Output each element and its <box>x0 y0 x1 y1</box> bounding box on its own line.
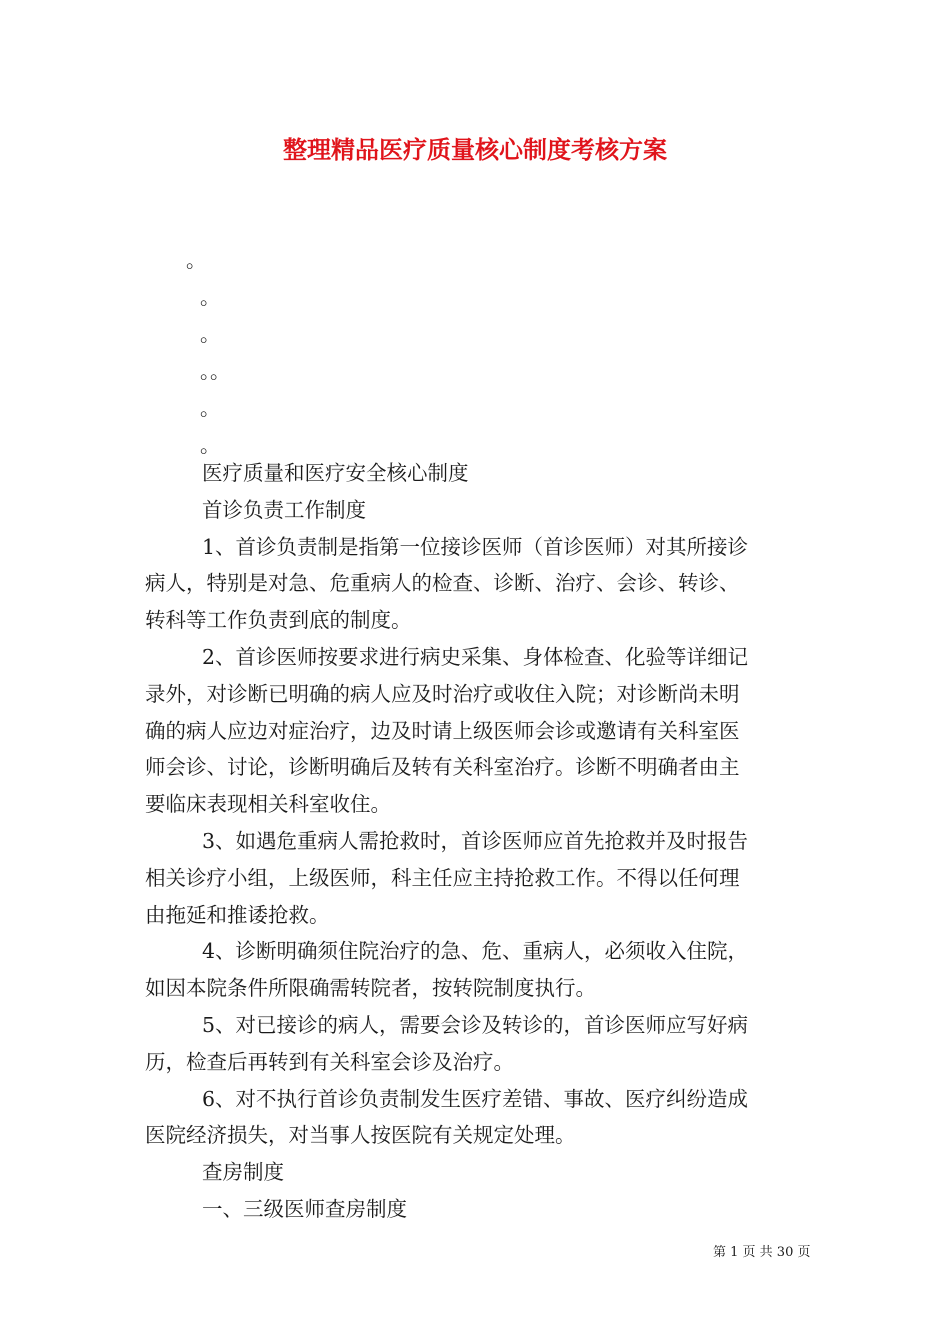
paragraph-line: 2、首诊医师按要求进行病史采集、身体检查、化验等详细记 <box>202 644 749 669</box>
paragraph-line: 相关诊疗小组，上级医师，科主任应主持抢救工作。不得以任何理 <box>145 865 740 890</box>
paragraph-line: 4、诊断明确须住院治疗的急、危、重病人，必须收入住院， <box>202 939 749 964</box>
paragraph-line: 病人，特别是对急、危重病人的检查、诊断、治疗、会诊、转诊、 <box>145 571 740 596</box>
paragraph-line: 如因本院条件所限确需转院者，按转院制度执行。 <box>145 976 596 1001</box>
document-title: 整理精品医疗质量核心制度考核方案 <box>283 135 667 164</box>
paragraph-line: 1、首诊负责制是指第一位接诊医师（首诊医师）对其所接诊 <box>202 534 749 559</box>
paragraph-line: 6、对不执行首诊负责制发生医疗差错、事故、医疗纠纷造成 <box>202 1086 749 1111</box>
paragraph-line: 历，检查后再转到有关科室会诊及治疗。 <box>145 1049 514 1074</box>
section-heading: 一、三级医师查房制度 <box>202 1196 407 1221</box>
paragraph-line: 录外，对诊断已明确的病人应及时治疗或收住入院；对诊断尚未明 <box>145 681 740 706</box>
paragraph-line: 5、对已接诊的病人，需要会诊及转诊的，首诊医师应写好病 <box>202 1012 749 1037</box>
section-heading: 查房制度 <box>202 1160 284 1185</box>
paragraph-line: 医院经济损失，对当事人按医院有关规定处理。 <box>145 1123 576 1148</box>
paragraph-line: 师会诊、讨论，诊断明确后及转有关科室治疗。诊断不明确者由主 <box>145 755 740 780</box>
paragraph-line: 确的病人应边对症治疗，边及时请上级医师会诊或邀请有关科室医 <box>145 718 740 743</box>
dot-mark: 。 <box>200 396 220 420</box>
paragraph-line: 要临床表现相关科室收住。 <box>145 792 391 817</box>
document-body <box>145 455 810 1228</box>
dot-mark: 。 <box>200 433 220 457</box>
dot-mark: 。 <box>200 285 220 309</box>
section-heading: 首诊负责工作制度 <box>202 497 366 522</box>
dot-mark: 。 <box>186 248 206 272</box>
page-number: 第 1 页 共 30 页 <box>713 1245 811 1260</box>
paragraph-line: 转科等工作负责到底的制度。 <box>145 608 412 633</box>
paragraph-line: 3、如遇危重病人需抢救时，首诊医师应首先抢救并及时报告 <box>202 828 749 853</box>
dot-mark: 。 <box>200 322 220 346</box>
dot-mark: 。。 <box>200 359 230 383</box>
section-heading: 医疗质量和医疗安全核心制度 <box>202 461 469 485</box>
paragraph-line: 由拖延和推诿抢救。 <box>145 902 330 927</box>
